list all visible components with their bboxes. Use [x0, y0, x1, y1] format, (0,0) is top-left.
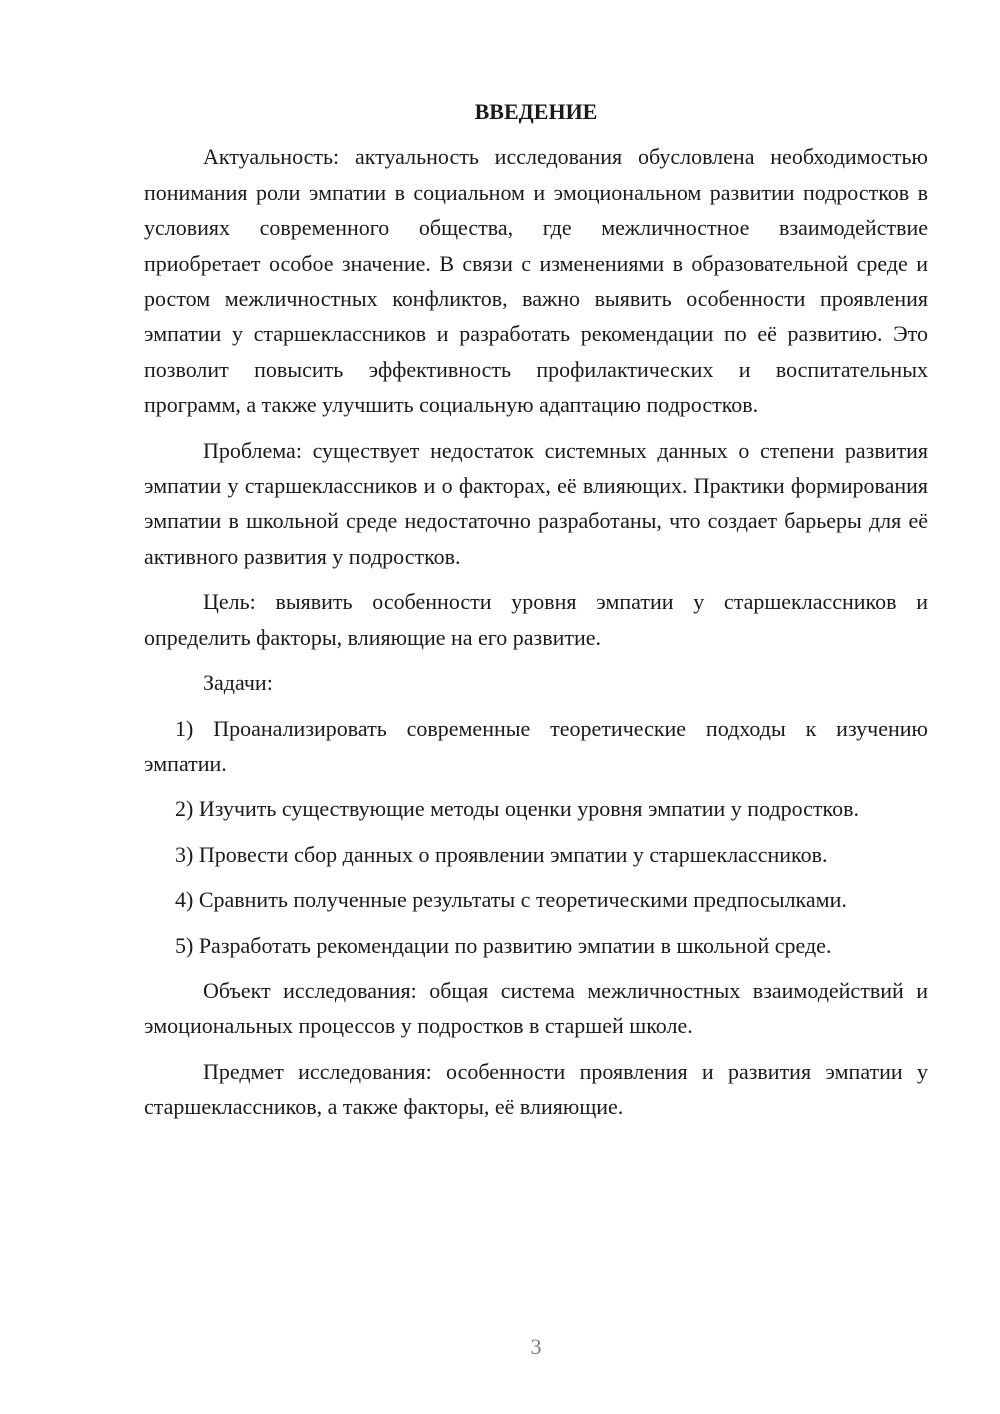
problem-paragraph: Проблема: существует недостаток системных данных о степени развития эмпатии у старшеклассников и о факторах, её влияющих. Практики формирования эмпатии в школьной среде недостаточно разработаны, что создает барьеры для её активного развития у подростков. [144, 437, 928, 569]
page-number: 3 [530, 1334, 542, 1359]
task-item-4: 4) Сравнить полученные результаты с теоретическими предпосылками. [175, 887, 847, 913]
goal-paragraph: Цель: выявить особенности уровня эмпатии у старшеклассников и определить факторы, влияющие на его развитие. [144, 589, 928, 650]
relevance-paragraph: Актуальность: актуальность исследования обусловлена необходимостью понимания роли эмпатии в социальном и эмоциональном развитии подростков в условиях современного общества, где межличностное взаимодействие приобретает особое значение. В связи с изменениями в образовательной среде и ростом межличностных конфликтов, важно выявить особенности проявления эмпатии у старшеклассников и разработать рекомендации по её развитию. Это позволит повысить эффективность профилактических и воспитательных программ, а также улучшить социальную адаптацию подростков. [144, 144, 928, 418]
task-item-1: 1) Проанализировать современные теоретические подходы к изучению эмпатии. [144, 715, 928, 776]
task-item-2: 2) Изучить существующие методы оценки уровня эмпатии у подростков. [175, 796, 860, 822]
document-body [144, 94, 928, 1135]
section-heading: ВВЕДЕНИЕ [474, 99, 598, 124]
subject-paragraph: Предмет исследования: особенности проявления и развития эмпатии у старшеклассников, а также факторы, её влияющие. [144, 1058, 928, 1120]
task-item-5: 5) Разработать рекомендации по развитию эмпатии в школьной среде. [175, 932, 832, 958]
task-item-3: 3) Провести сбор данных о проявлении эмпатии у старшеклассников. [175, 841, 828, 867]
tasks-heading: Задачи: [203, 670, 273, 696]
object-paragraph: Объект исследования: общая система межличностных взаимодействий и эмоциональных процессов у подростков в старшей школе. [144, 977, 928, 1039]
